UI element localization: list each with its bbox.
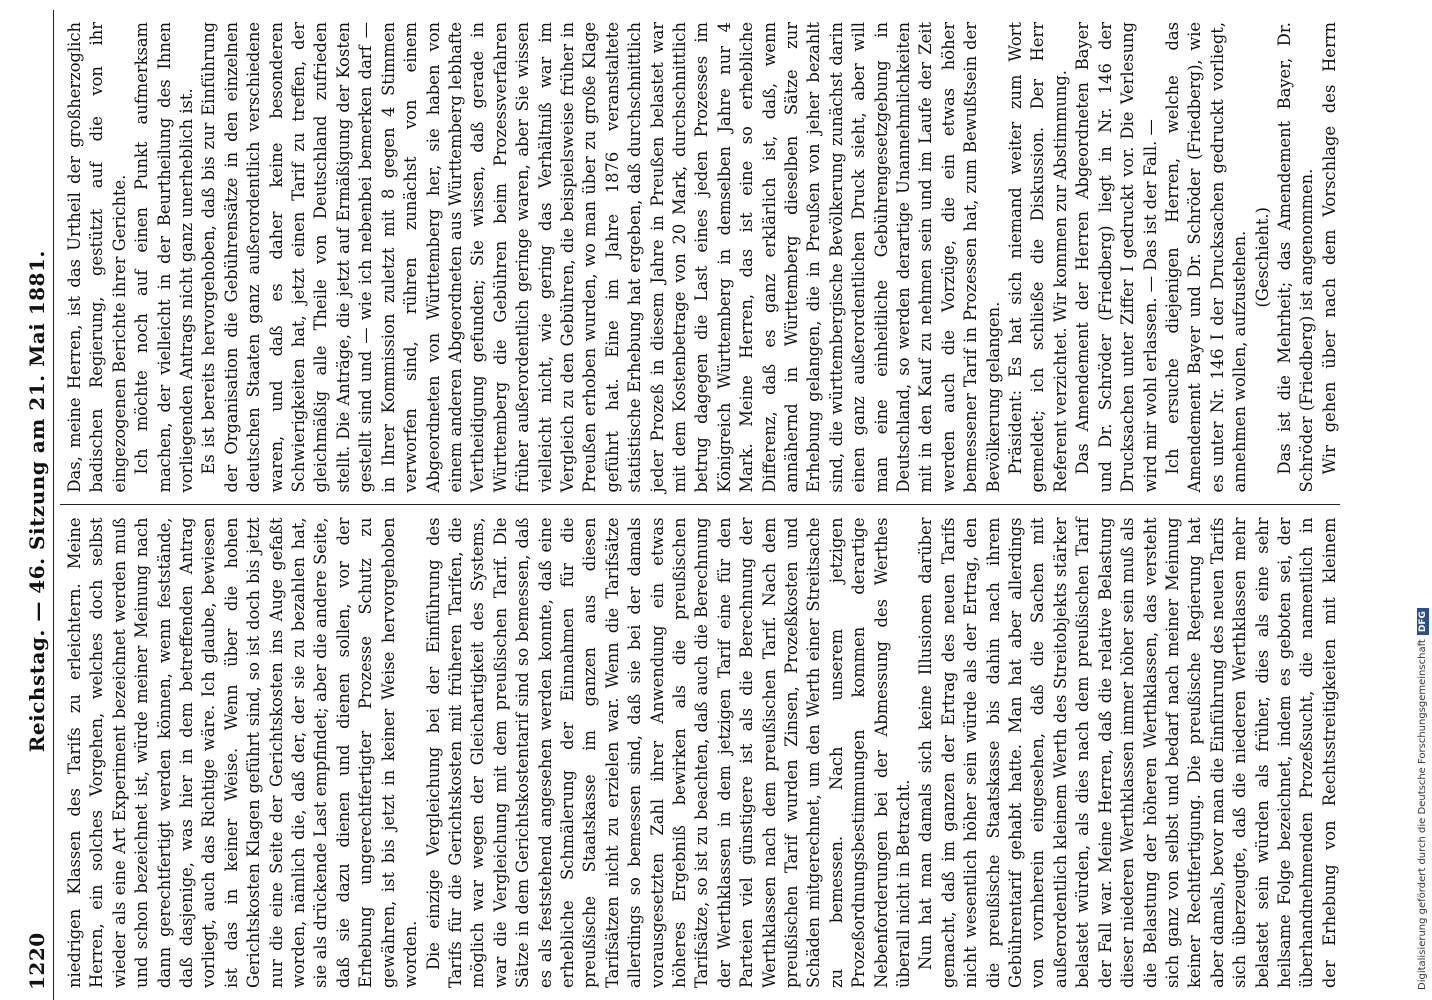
digitization-credit bbox=[1416, 30, 1430, 990]
page-header bbox=[14, 10, 54, 1000]
paragraph: Es ist bereits hervorgehoben, daß bis zur Einführung der Organisation die Gebührensätze in den einzelnen deutschen Staaten ganz außerordentlich verschiedene waren, und daß es daher keine besonderen Schwierigkeiten hat, jetzt einen Tarif zu treffen, der gleichmäßig alle Theile von Deutschland zufrieden stellt. Die Anträge, die jetzt auf Ermäßigung der Kosten gestellt sind und — wie ich nebenbei bemerken darf — in Ihrer Kommission zuletzt mit 8 gegen 4 Stimmen verworfen sind, rühren zunächst von einem Abgeordneten von Württemberg her, sie haben von einem anderen Abgeordneten aus Württemberg lebhafte Vertheidigung gefunden; Sie wissen, daß gerade in Württemberg die Gebühren beim Prozessverfahren früher außerordentlich geringe waren, aber Sie wissen vielleicht nicht, wie gering das Verhältniß war im Vergleich zu den Gebühren, die beispielsweise früher in Preußen erhoben wurden, wo man über zu große Klage geführt hat. Eine im Jahre 1876 veranstaltete statistische Erhebung hat ergeben, daß durchschnittlich jeder Prozeß in diesem Jahre in Preußen belastet war mit dem Kostenbetrage von 20 Mark, durchschnittlich betrug dagegen die Last eines jeden Prozesses im Königreich Württemberg in demselben Jahre nur 4 Mark. Meine Herren, das ist eine so erhebliche Differenz, daß es ganz erklärlich ist, daß, wenn annähernd in Württemberg dieselben Sätze zur Erhebung gelangen, die in Preußen von jeher bezahlt sind, die württembergische Bevölkerung zunächst darin einen ganz außerordentlichen Druck sieht, aber will man eine einheitliche Gebührengesetzgebung in Deutschland, so werden derartige Unannehmlichkeiten mit in den Kauf zu nehmen sein und im Laufe der Zeit werden auch die Vorzüge, die ein etwas höher bemessener Tarif in Prozessen hat, zum Bewußtsein der Bevölkerung gelangen. bbox=[199, 22, 1003, 493]
paragraph: (Geschieht.) bbox=[1252, 207, 1272, 308]
dfg-logo: DFG bbox=[1417, 608, 1429, 635]
paragraph: Ich möchte noch auf einen Punkt aufmerksam machen, der vielleicht in der Beurtheilung des Ihnen vorliegenden Antrags nicht ganz unerheblich ist. bbox=[132, 22, 197, 493]
paragraph: Das, meine Herren, ist das Urtheil der großherzoglich badischen Regierung, gestützt auf die von ihr eingezogenen Berichte ihrer Gerichte. bbox=[65, 22, 129, 493]
paragraph: Das Amendement der Herren Abgeordneten Bayer und Dr. Schröder (Friedberg) liegt in Nr. 146 der Drucksachen unter Ziffer I gedruckt vor. Die Verlesung wird mir wohl erlassen. — Das ist der Fall. — bbox=[1073, 22, 1160, 493]
paragraph: Präsident: Es hat sich niemand weiter zum Wort gemeldet; ich schließe die Diskussion. Der Herr Referent verzichtet. Wir kommen zur Abstimmung. bbox=[1006, 22, 1070, 493]
paragraph: Wir gehen über nach dem Vorschlage des Herrn bbox=[1319, 22, 1339, 475]
credit-text: Digitalisierung gefördert durch die Deutsche Forschungsgemeinschaft bbox=[1417, 639, 1428, 990]
paragraph: Die einzige Vergleichung bei der Einführung des Tarifs für die Gerichtskosten mit früheren Tarifen, die möglich war wegen der Gleichartigkeit des Systems, war die Vergleichung mit dem preußischen Tarif. Die Sätze in dem Gerichtskostentarif sind so bemessen, daß es als feststehend angesehen werden konnte, daß eine erhebliche Schmälerung der Einnahmen für die preußische Staatskasse im ganzen aus diesen Tarifsätzen nicht zu erzielen war. Wenn die Tarifsätze allerdings so bemessen sind, daß sie bei der damals vorausgesetzten Zahl ihrer Anwendung ein etwas höheres Ergebniß bewirken als die preußischen Tarifsätze, so ist zu beachten, daß auch die Berechnung der Werthklassen in dem jetzigen Tarif eine für den Parteien viel günstigere ist als die Berechnung der Werthklassen nach dem preußischen Tarif. Nach dem preußischen Tarif wurden Zinsen, Prozeßkosten und Schäden mitgerechnet, um den Werth einer Streitsache zu bemessen. Nach unserem jetzigen Prozeßordnungsbestimmungen kommen derartige Nebenforderungen bei der Abmessung des Werthes überall nicht in Betracht. bbox=[423, 517, 914, 988]
left-column bbox=[60, 506, 1340, 1000]
paragraph: Das ist die Mehrheit; das Amendement Bayer, Dr. Schröder (Friedberg) ist angenommen. bbox=[1274, 22, 1317, 493]
paragraph: niedrigen Klassen des Tarifs zu erleichtern. Meine Herren, ein solches Vorgehen, welches doch selbst wieder als eine Art Experiment bezeichnet werden muß und schon bezeichnet ist, würde meiner Meinung nach dann gerechtfertigt werden können, wenn feststände, daß dasjenige, was hier in dem betreffenden Antrag vorliegt, auch das Richtige wäre. Ich glaube, bewiesen ist das in keiner Weise. Wenn über die hohen Gerichtskosten Klagen geführt sind, so ist doch bis jetzt nur die eine Seite der Gerichtskosten ins Auge gefaßt worden, nämlich die, daß der, der sie zu bezahlen hat, sie als drückende Last empfindet; aber die andere Seite, daß sie dazu dienen und dienen sollen, vor der Erhebung ungerechtfertigter Prozesse Schutz zu gewähren, ist bis jetzt in keiner Weise hervorgehoben worden. bbox=[65, 517, 421, 988]
paragraph: Ich ersuche diejenigen Herren, welche das Amendement Bayer und Dr. Schröder (Friedberg), wie es unter Nr. 146 I der Drucksachen gedruckt vorliegt, annehmen wollen, aufzustehen. bbox=[1162, 22, 1250, 493]
text-columns bbox=[60, 10, 1340, 1000]
right-column bbox=[60, 10, 1340, 506]
running-title: Reichstag. — 46. Sitzung am 21. Mai 1881. bbox=[25, 250, 49, 753]
page-number: 1220 bbox=[25, 932, 49, 990]
paragraph: Nun hat man damals sich keine Illusionen darüber gemacht, daß im ganzen der Ertrag des neuen Tarifs nicht wesentlich höher sein würde als der Ertrag, den die preußische Staatskasse bis dahin nach ihrem Gebührentarif gehabt hatte. Man hat aber allerdings von vornherein eingesehen, daß die Sachen mit außerordentlich kleinem Werth des Streitobjekts stärker belastet würden, als dies nach dem preußischen Tarif der Fall war. Meine Herren, daß die relative Belastung dieser niederen Werthklassen immer höher sein muß als die Belastung der höheren Werthklassen, das versteht sich ganz von selbst und bedarf nach meiner Meinung keiner Rechtfertigung. Die preußische Regierung hat aber damals, bevor man die Einführung des neuen Tarifs sich überzeugte, daß die niederen Werthklassen mehr belastet sein würden als früher, dies als eine sehr heilsame Folge bezeichnet, indem es geboten sei, der überhandnehmenden Prozeßsucht, die namentlich in der Erhebung von Rechtsstreitigkeiten mit kleinem bbox=[916, 517, 1339, 988]
